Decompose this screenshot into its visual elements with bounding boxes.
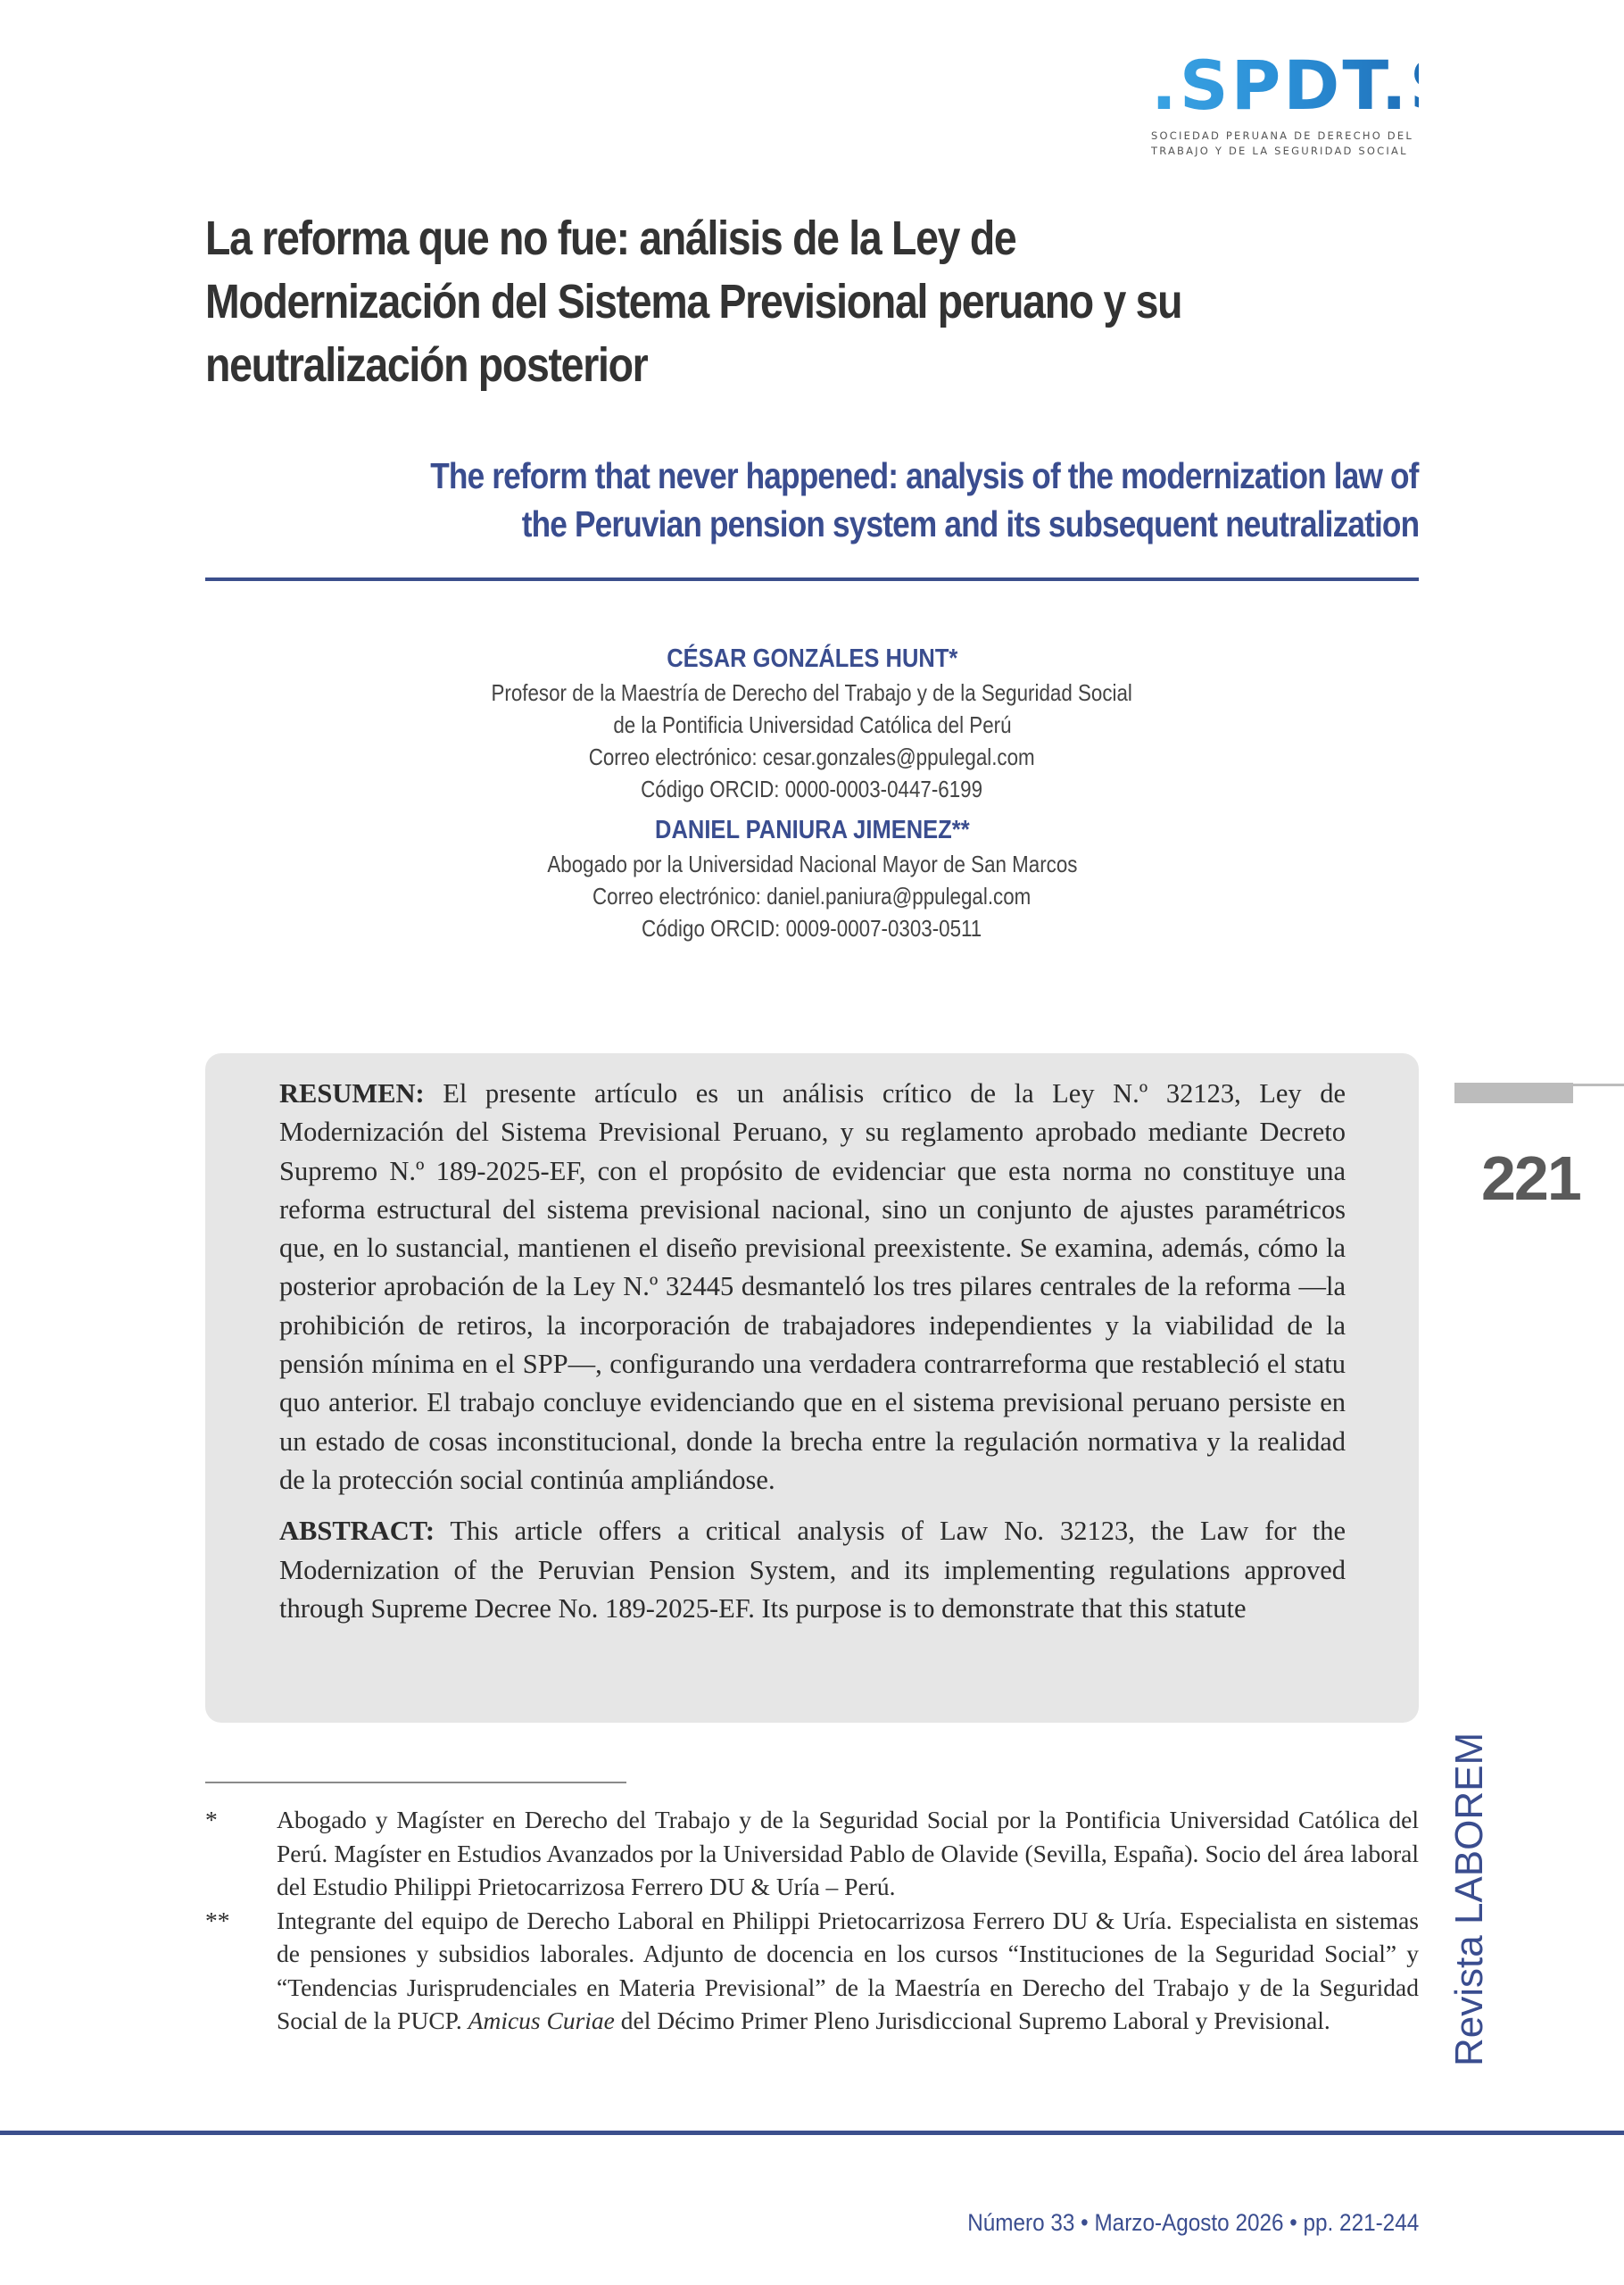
author-email: Correo electrónico: daniel.paniura@ppulegal.com bbox=[592, 883, 1032, 910]
title-line: Modernización del Sistema Previsional peruano y su bbox=[205, 275, 1182, 328]
abstract-label: ABSTRACT: bbox=[279, 1516, 435, 1547]
footnote-marker: * bbox=[205, 1806, 218, 1833]
footnote-text: del Décimo Primer Pleno Jurisdiccional Supremo Laboral y Previsional. bbox=[614, 2007, 1330, 2034]
footer-divider bbox=[0, 2131, 1624, 2135]
authors-section bbox=[205, 641, 1419, 944]
page-number-rule bbox=[1573, 1084, 1624, 1086]
article-title bbox=[205, 207, 1280, 397]
journal-name-vertical: Revista LABOREM bbox=[1447, 1732, 1491, 2066]
title-divider bbox=[205, 577, 1419, 581]
footnote-text: Abogado y Magíster en Derecho del Trabajo y de la Seguridad Social por la Pontificia Universidad Católica del Perú. Magíster en Estudios Avanzados por la Universidad Pablo de Olavide (Sevilla, España). Socio del área laboral del Estudio Philippi Prietocarrizosa Ferrero DU & Uría – Perú. bbox=[277, 1806, 1419, 1900]
subtitle-line: The reform that never happened: analysis of the modernization law of bbox=[430, 455, 1419, 496]
logo-subtitle-line: TRABAJO Y DE LA SEGURIDAD SOCIAL bbox=[1151, 145, 1408, 157]
author-orcid: Código ORCID: 0009-0007-0303-0511 bbox=[642, 915, 982, 942]
abstract-content bbox=[279, 1075, 1346, 1628]
resumen-label: RESUMEN: bbox=[279, 1078, 425, 1109]
issue-info: Número 33 • Marzo-Agosto 2026 • pp. 221-244 bbox=[966, 2209, 1419, 2236]
resumen-paragraph bbox=[279, 1075, 1346, 1500]
page-number-bar bbox=[1454, 1083, 1573, 1103]
title-line: La reforma que no fue: análisis de la Ley de bbox=[205, 212, 1016, 265]
author-orcid: Código ORCID: 0000-0003-0447-6199 bbox=[641, 776, 983, 802]
subtitle-line: the Peruvian pension system and its subsequent neutralization bbox=[521, 503, 1419, 544]
footnote bbox=[205, 1803, 1419, 1904]
author-affiliation: Profesor de la Maestría de Derecho del Trabajo y de la Seguridad Social bbox=[491, 679, 1133, 706]
logo-subtitle-line: SOCIEDAD PERUANA DE DERECHO DEL bbox=[1151, 129, 1413, 142]
author-name: DANIEL PANIURA JIMENEZ** bbox=[654, 816, 970, 844]
footnote-italic: Amicus Curiae bbox=[468, 2007, 615, 2034]
page-number: 221 bbox=[1481, 1143, 1580, 1213]
abstract-text: This article offers a critical analysis of Law No. 32123, the Law for the Modernization of the Peruvian Pension System, and its implementing regulations approved through Supreme Decree No. 189-2025-EF. Its purpose is to demonstrate that this statute bbox=[279, 1516, 1346, 1624]
author-email: Correo electrónico: cesar.gonzales@ppulegal.com bbox=[589, 744, 1035, 770]
spdtss-logo bbox=[1151, 46, 1541, 159]
footnote-rule bbox=[205, 1782, 626, 1783]
resumen-text: El presente artículo es un análisis crítico de la Ley N.º 32123, Ley de Modernización del Sistema Previsional Peruano, y su reglamento aprobado mediante Decreto Supremo N.º 189-2025-EF, con el propósito de evidenciar que esta norma no constituye una reforma estructural del sistema previsional nacional, sino un conjunto de ajustes paramétricos que, en lo sustancial, mantienen el diseño previsional preexistente. Se examina, además, cómo la posterior aprobación de la Ley N.º 32445 desmanteló los tres pilares centrales de la reforma —la prohibición de retiros, la incorporación de trabajadores independientes y la viabilidad de la pensión mínima en el SPP—, configurando una verdadera contrarreforma que restableció el statu quo anterior. El trabajo concluye evidenciando que en el sistema previsional peruano persiste en un estado de cosas inconstitucional, donde la brecha entre la regulación normativa y la realidad de la protección social continúa ampliándose. bbox=[279, 1078, 1346, 1495]
footnotes bbox=[205, 1803, 1419, 2038]
author-block bbox=[205, 641, 1419, 805]
author-affiliation: Abogado por la Universidad Nacional Mayor de San Marcos bbox=[546, 851, 1078, 877]
logo-subtitle bbox=[1151, 129, 1419, 159]
author-block bbox=[205, 812, 1419, 944]
abstract-paragraph bbox=[279, 1512, 1346, 1628]
abstract-box bbox=[205, 1053, 1419, 1723]
footnote-marker: ** bbox=[205, 1906, 230, 1934]
author-affiliation: de la Pontificia Universidad Católica del Perú bbox=[612, 711, 1012, 738]
author-name: CÉSAR GONZÁLES HUNT* bbox=[666, 644, 958, 673]
title-line: neutralización posterior bbox=[205, 338, 648, 392]
article-subtitle-english bbox=[80, 452, 1419, 548]
logo-mark: .SPDT.S.S bbox=[1151, 46, 1541, 125]
issue-footer bbox=[917, 2209, 1419, 2237]
footnote bbox=[205, 1904, 1419, 2038]
footnote-text: Integrante del equipo de Derecho Laboral en Philippi Prietocarrizosa Ferrero DU & Uría. Especialista en sistemas de pensiones y subsidios laborales. Adjunto de docencia en los cursos “Instituciones de la Seguridad Social” y “Tendencias Jurisprudenciales en Materia Previsional” de la Maestría en Derecho del Trabajo y de la Seguridad Social de la PUCP. bbox=[277, 1906, 1419, 2034]
